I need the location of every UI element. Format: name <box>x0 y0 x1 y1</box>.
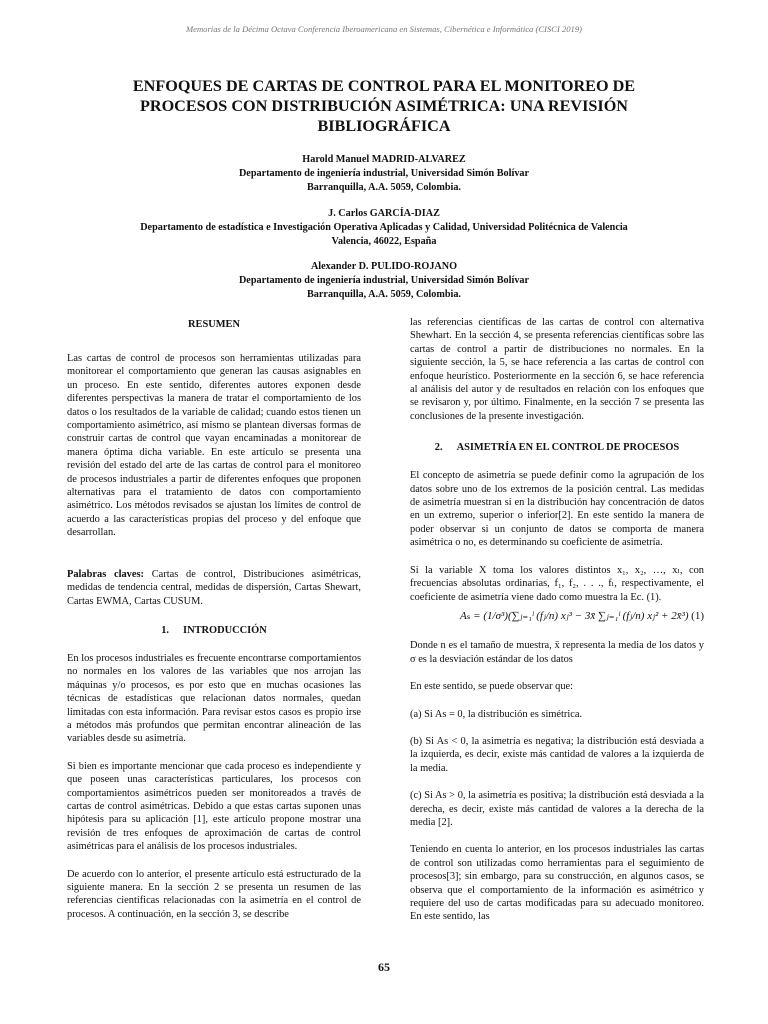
list-item: (c) Si As > 0, la asimetría es positiva; la distribución está desviada a la derecha, es decir, existe más cantidad de valores a la derecha de la media [2]. <box>410 790 704 828</box>
author-affiliation: Departamento de ingeniería industrial, Universidad Simón Bolívar <box>238 168 530 179</box>
equation-formula: Aₛ = (1/σ³)(∑ⱼ₌₁ˡ (fⱼ/n) xⱼ³ − 3x̄ ∑ⱼ₌₁ˡ (fⱼ/n) xⱼ² + 2x̄³) <box>460 609 689 622</box>
author-name: Alexander D. PULIDO-ROJANO <box>310 261 458 272</box>
author-affiliation: Departamento de estadística e Investigación Operativa Aplicadas y Calidad, Universidad Politécnica de Valencia <box>140 222 628 233</box>
author-block-3 <box>84 260 684 302</box>
paragraph: Si bien es importante mencionar que cada proceso es independiente y que poseen unas características particulares, los procesos con comportamientos asimétricos pueden ser monitoreados a través de cartas de control asimétricas. Debido a que estas cartas suponen unas hipótesis para su aplicación [1], este artículo propone mostrar una revisión de tres enfoques de aproximación de cartas de control asimétricas para el análisis de los procesos industriales. <box>67 760 361 853</box>
section-title: INTRODUCCIÓN <box>183 624 267 636</box>
paragraph: En este sentido, se puede observar que: <box>410 681 574 693</box>
author-location: Barranquilla, A.A. 5059, Colombia. <box>307 182 461 193</box>
abstract-text: Las cartas de control de procesos son herramientas utilizadas para monitorear el comportamiento que generan las causas asignables en un proceso. En este sentido, diferentes autores exponen desde diferentes perspectivas la manera de tratar el comportamiento de los datos o los resultados de la variable de calidad; cuando estos tienen un comportamiento asimétrico, así mismo se plantean diversas formas de construir cartas de control que vayan encaminadas a monitorear de manera óptima dicha variable. En este artículo se presenta una revisión del estado del arte de las cartas de control para el monitoreo de procesos industriales a partir de diferentes enfoques que proponen alternativas para el tratamiento de datos con comportamiento asimétrico. Los métodos revisados se ajustan los límites de control de acuerdo a las características propias del proceso y del enfoque que desarrollan. <box>67 353 361 539</box>
section-number: 1. <box>161 624 170 636</box>
abstract-heading: RESUMEN <box>188 319 240 330</box>
keywords-label: Palabras claves: <box>67 568 144 580</box>
paragraph: En los procesos industriales es frecuente encontrarse comportamientos no normales en los valores de las variables que nos arrojan las máquinas y/o procesos, es por esto que en muchas ocasiones las técnicas de estadísticas que relacionan datos normales, quedan limitadas con esta información. Para revisar estos casos es propio irse a métodos más profundos que permitan encontrar alineación de las variables desde su asimetría. <box>67 652 361 745</box>
right-column <box>410 316 704 938</box>
paragraph: Si la variable X toma los valores distintos x₁, x₂, …, xₗ, con frecuencias absolutas ordinarias, f₁, f₂, . . ., fₗ, respectivamente, el coeficiente de asimetría viene dado como muestra la Ec. (1). <box>410 564 704 603</box>
keywords-text: Cartas de control, Distribuciones asimétricas, medidas de tendencia central, medidas de dispersión, Cartas Shewart, Cartas EWMA, Cartas CUSUM. <box>67 568 361 607</box>
equation-number: (1) <box>691 609 704 622</box>
keywords <box>67 568 361 608</box>
paragraph: Teniendo en cuenta lo anterior, en los procesos industriales las cartas de control son utilizadas como herramientas para el seguimiento de procesos[3]; sin embargo, para su construcción, en algunos casos, se observa que el comportamiento de la información es asimétrico y requiere del uso de cartas modificadas para su adecuado monitoreo. En este sentido, las <box>410 844 704 923</box>
author-name: J. Carlos GARCÍA-DIAZ <box>328 208 440 219</box>
section-heading-introduccion <box>67 624 361 638</box>
list-item: (a) Si As = 0, la distribución es simétrica. <box>410 708 583 720</box>
asymmetry-cases-list <box>410 708 704 830</box>
running-header: Memorias de la Décima Octava Conferencia Iberoamericana en Sistemas, Cibernética e Informática (CISCI 2019) <box>185 24 583 34</box>
list-item: (b) Si As < 0, la asimetría es negativa; la distribución está desviada a la izquierda, es decir, existe más cantidad de valores a la izquierda de la media. <box>410 735 704 774</box>
paragraph: Donde n es el tamaño de muestra, x̄ representa la media de los datos y σ es la desviación estándar de los datos <box>410 640 704 665</box>
left-column <box>67 318 361 935</box>
author-block-2 <box>84 207 684 249</box>
paragraph: El concepto de asimetría se puede definir como la agrupación de los datos sobre uno de los extremos de la posición central. Las medidas de asimetría muestran si en la distribución hay concentración de datos en un extremo, superior o inferior[2]. En este sentido la manera de poder observar si un conjunto de datos se comporta de manera asimétrica o no, es determinando su coeficiente de asimetría. <box>410 470 704 549</box>
author-block-1 <box>84 153 684 195</box>
author-name: Harold Manuel MADRID-ALVAREZ <box>302 154 466 165</box>
paragraph: De acuerdo con lo anterior, el presente artículo está estructurado de la siguiente manera. En la sección 2 se presenta un resumen de las referencias científicas relacionadas con la asimetría en el control de procesos. A continuación, en la sección 3, se describe <box>67 868 361 920</box>
page-number: 65 <box>378 960 390 974</box>
section-number: 2. <box>434 442 443 454</box>
paragraph: las referencias científicas de las cartas de control con alternativa Shewhart. En la sección 4, se presenta referencias científicas sobre las cartas de control a partir de distribuciones no normales. En la siguiente sección, la 5, se hace referencia a las cartas de control con enfoque heurístico. Posteriormente en la sección 6, se hace referencia al análisis del autor y de resultados en relación con los enfoques que se revisaron y, por último. Finalmente, en la sección 7 se presenta las conclusiones de la presente investigación. <box>410 317 704 422</box>
equation-1 <box>410 610 704 623</box>
author-location: Valencia, 46022, España <box>331 236 437 247</box>
section-heading-asimetria <box>410 441 704 455</box>
section-title: ASIMETRÍA EN EL CONTROL DE PROCESOS <box>456 442 680 454</box>
author-location: Barranquilla, A.A. 5059, Colombia. <box>307 289 461 300</box>
author-affiliation: Departamento de ingeniería industrial, Universidad Simón Bolívar <box>238 275 530 286</box>
paper-title: ENFOQUES DE CARTAS DE CONTROL PARA EL MONITOREO DE PROCESOS CON DISTRIBUCIÓN ASIMÉTRICA: UNA REVISIÓN BIBLIOGRÁFICA <box>132 77 636 135</box>
